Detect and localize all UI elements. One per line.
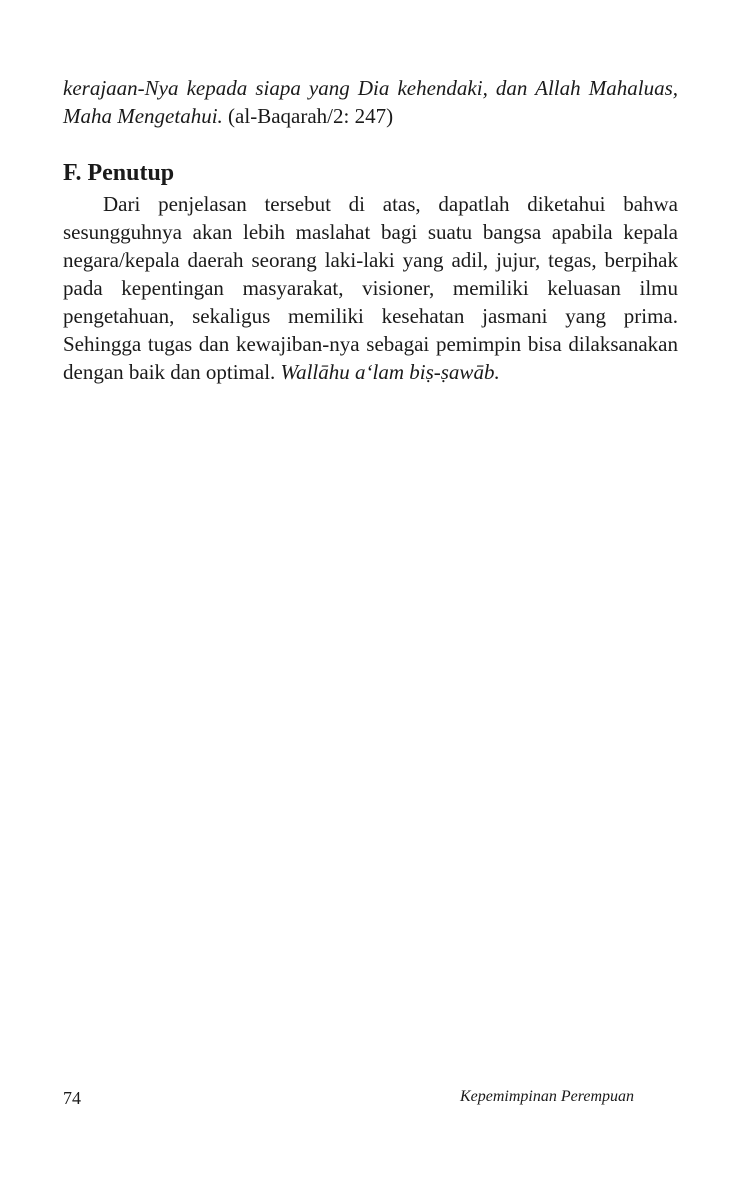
section-heading: F. Penutup (63, 160, 175, 186)
quran-quote (63, 74, 678, 130)
page-number: 74 (63, 1088, 81, 1108)
body-paragraph (63, 190, 678, 386)
paragraph-text: Dari penjelasan tersebut di atas, dapatlah diketahui bahwa sesungguhnya akan lebih maslahat bagi suatu bangsa apabila kepala negara/kepala daerah seorang laki-laki yang adil, jujur, tegas, berpihak pada kepentingan masyarakat, visioner, memiliki keluasan ilmu pengetahuan, sekaligus memiliki kesehatan jasmani yang prima. Sehingga tugas dan kewajiban-nya sebagai pemimpin bisa dilaksanakan dengan baik dan optimal. (63, 192, 678, 384)
running-title: Kepemimpinan Perempuan (459, 1088, 634, 1105)
closing-phrase: Wallāhu a‘lam biṣ-ṣawāb. (280, 360, 500, 384)
quote-translation: kerajaan-Nya kepada siapa yang Dia kehendaki, dan Allah Mahaluas, Maha Mengetahui. (63, 76, 678, 128)
quote-reference: (al-Baqarah/2: 247) (228, 104, 394, 128)
